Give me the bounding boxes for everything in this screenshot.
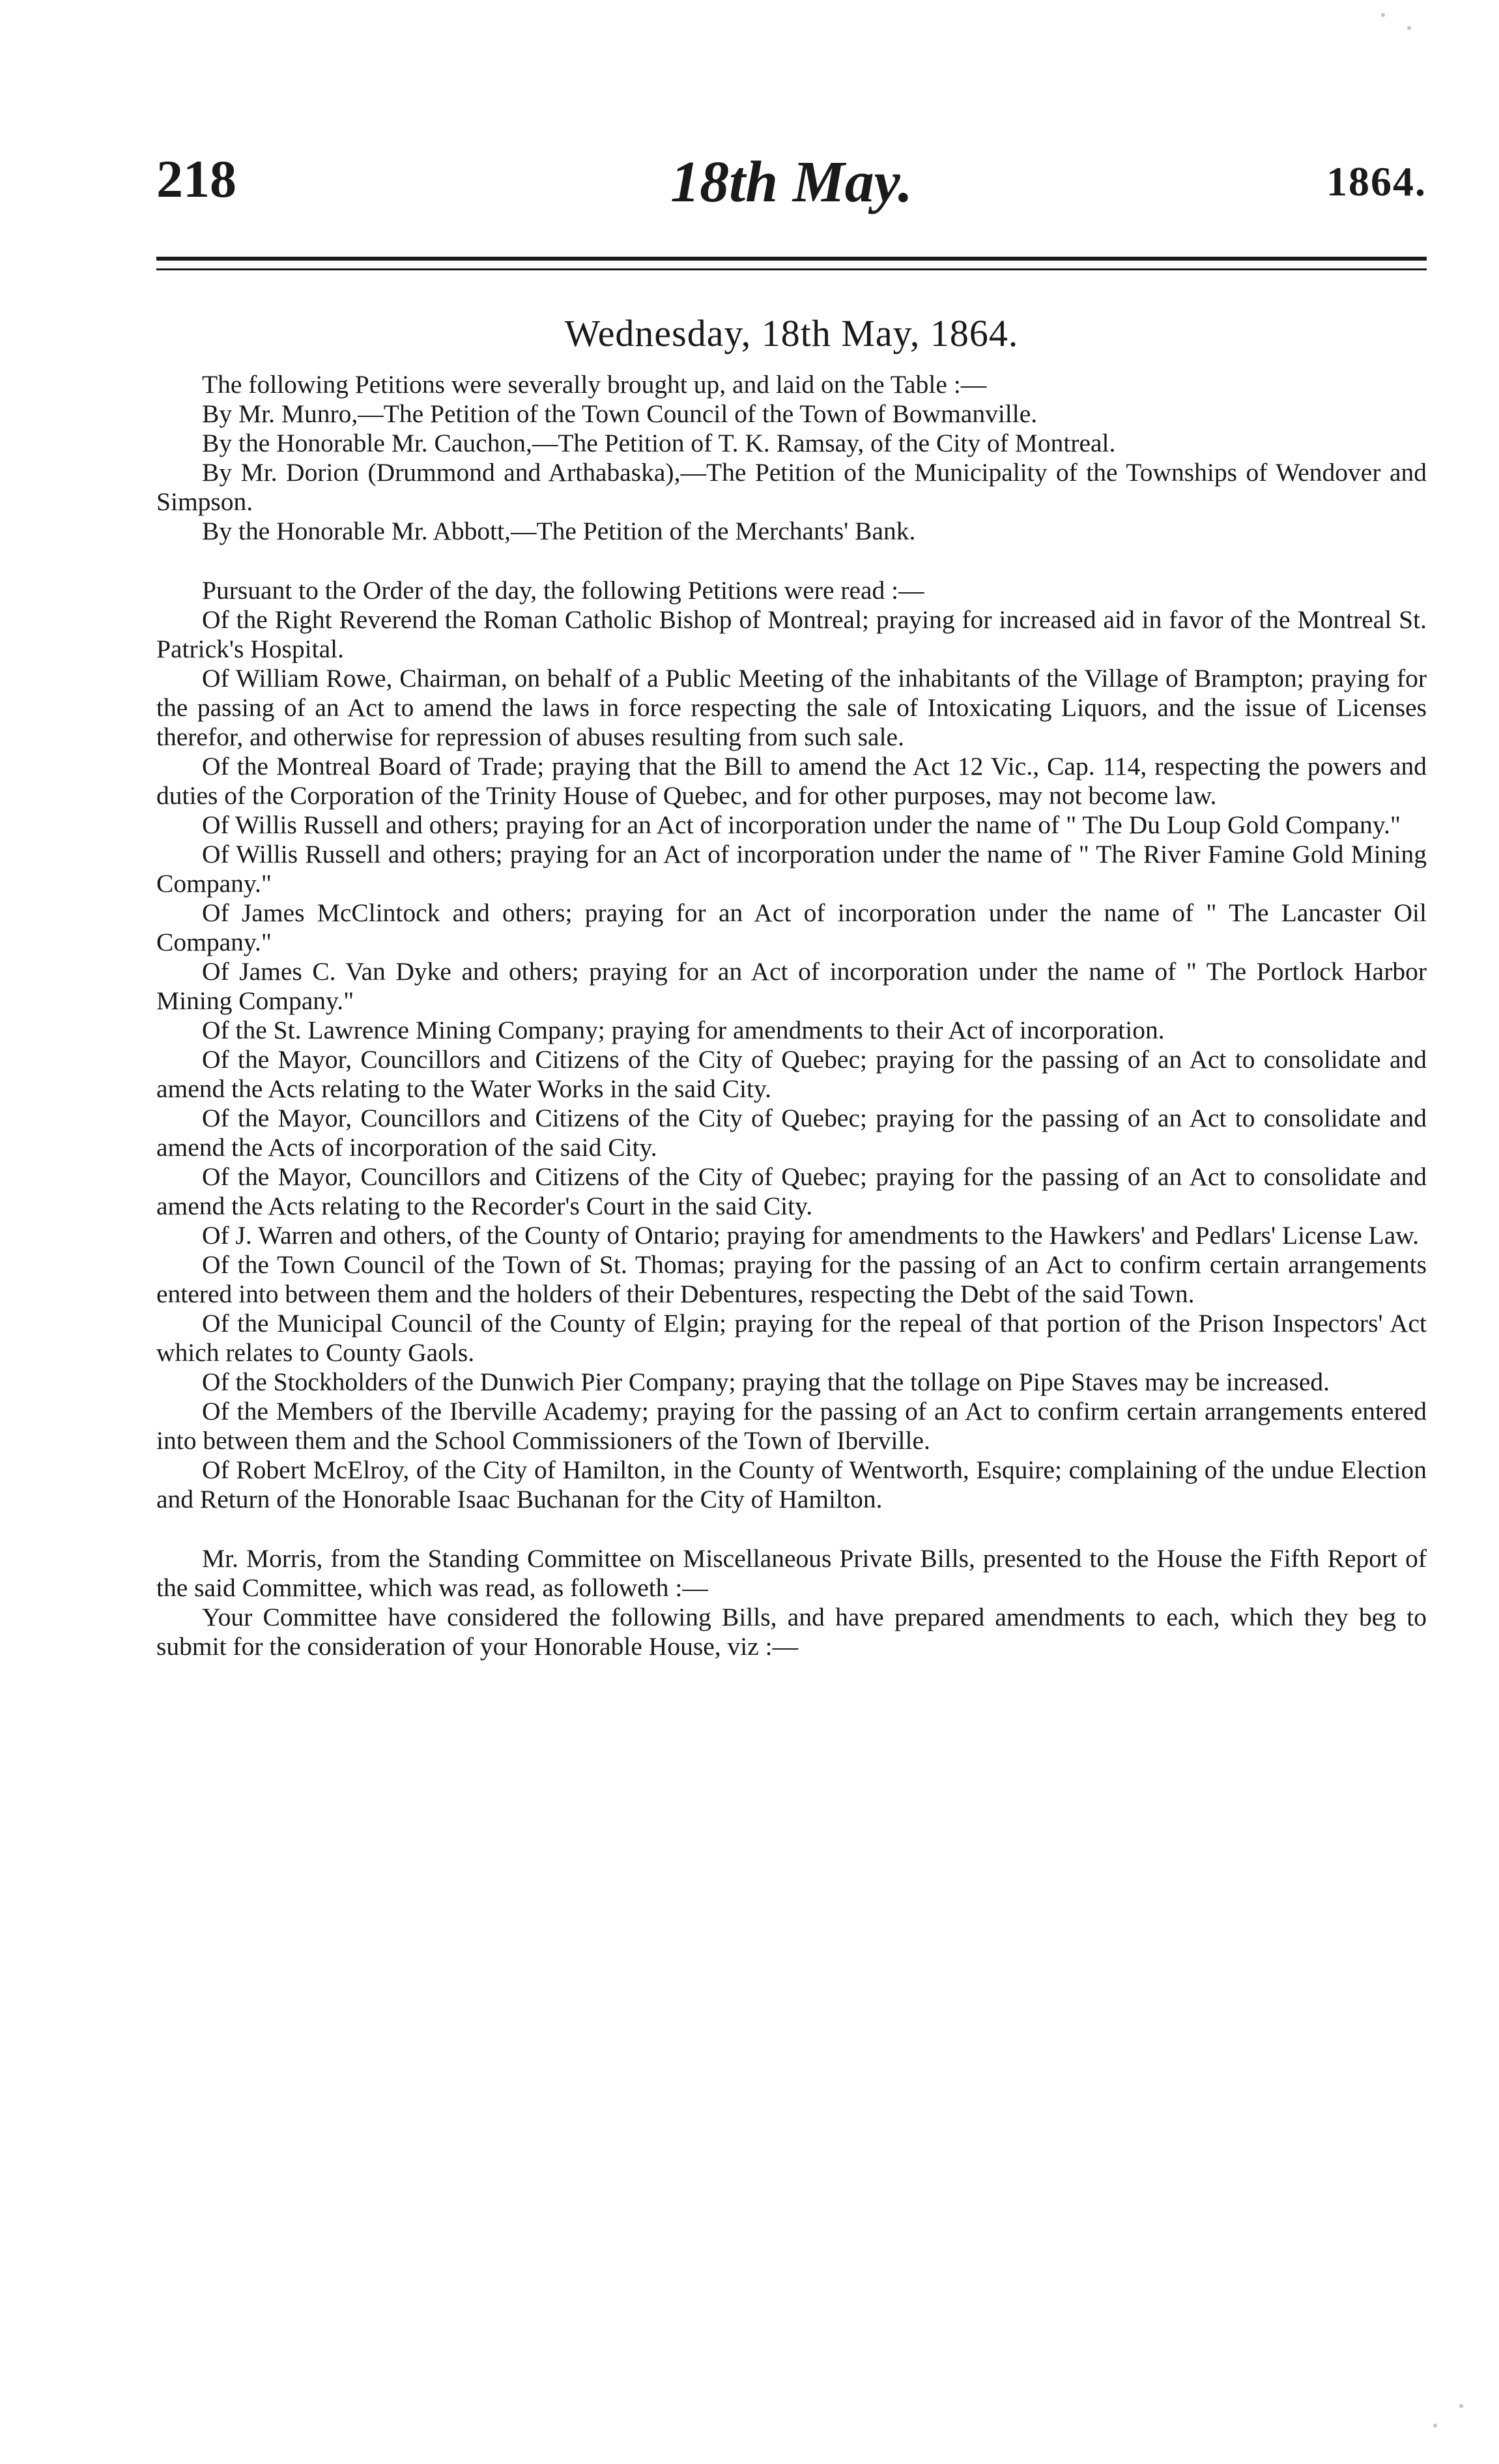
paragraph: Of James C. Van Dyke and others; praying for an Act of incorporation under the name of " The Portlock Harbor Mining Company." [156, 957, 1427, 1015]
paragraph: Of the Mayor, Councillors and Citizens of the City of Quebec; praying for the passing of an Act to consolidate and amend the Acts relating to the Water Works in the said City. [156, 1045, 1427, 1103]
paragraph: Mr. Morris, from the Standing Committee on Miscellaneous Private Bills, presented to the House the Fifth Report of the said Committee, which was read, as followeth :— [156, 1544, 1427, 1602]
paragraph: Of James McClintock and others; praying for an Act of incorporation under the name of " The Lancaster Oil Company." [156, 898, 1427, 956]
paragraph: Your Committee have considered the following Bills, and have prepared amendments to each, which they beg to submit for the consideration of your Honorable House, viz :— [156, 1603, 1427, 1661]
paragraph: Of the Mayor, Councillors and Citizens of the City of Quebec; praying for the passing of an Act to consolidate and amend the Acts of incorporation of the said City. [156, 1104, 1427, 1162]
section-heading: Wednesday, 18th May, 1864. [564, 312, 1019, 354]
paragraph: Of Willis Russell and others; praying for an Act of incorporation under the name of " The River Famine Gold Mining Company." [156, 840, 1427, 898]
scan-speck [1459, 2404, 1463, 2408]
paragraph: Of Robert McElroy, of the City of Hamilton, in the County of Wentworth, Esquire; complaining of the undue Election and Return of the Honorable Isaac Buchanan for the City of Hamilton. [156, 1455, 1427, 1513]
paragraph: Of the Montreal Board of Trade; praying that the Bill to amend the Act 12 Vic., Cap. 114, respecting the powers and duties of the Corporation of the Trinity House of Quebec, and for other purposes, may not become law. [156, 752, 1427, 810]
paragraph: Of the Right Reverend the Roman Catholic Bishop of Montreal; praying for increased aid in favor of the Montreal St. Patrick's Hospital. [156, 605, 1427, 663]
header-rule-thick [156, 257, 1427, 261]
paragraph: Of the Municipal Council of the County of Elgin; praying for the repeal of that portion of the Prison Inspectors' Act which relates to County Gaols. [156, 1309, 1427, 1367]
header-year: 1864. [1326, 158, 1427, 205]
paragraph: By Mr. Dorion (Drummond and Arthabaska),—The Petition of the Municipality of the Townships of Wendover and Simpson. [156, 458, 1427, 516]
paragraph: By the Honorable Mr. Cauchon,—The Petition of T. K. Ramsay, of the City of Montreal. [202, 429, 1116, 457]
paragraph: Of the Members of the Iberville Academy; praying for the passing of an Act to confirm certain arrangements entered into between them and the School Commissioners of the Town of Iberville. [156, 1397, 1427, 1455]
paragraph: Of J. Warren and others, of the County of Ontario; praying for amendments to the Hawkers' and Pedlars' License Law. [202, 1221, 1420, 1250]
page-number: 218 [156, 149, 236, 208]
paragraph: Of the Town Council of the Town of St. Thomas; praying for the passing of an Act to confirm certain arrangements entered into between them and the holders of their Debentures, respecting the Debt of the said Town. [156, 1250, 1427, 1308]
document-body [156, 370, 1427, 1661]
scan-speck [1381, 13, 1385, 17]
scan-speck [1407, 26, 1411, 30]
running-head [156, 149, 1427, 220]
paragraph: Pursuant to the Order of the day, the following Petitions were read :— [202, 576, 924, 605]
paragraph: The following Petitions were severally brought up, and laid on the Table :— [202, 370, 987, 399]
paragraph: Of William Rowe, Chairman, on behalf of a Public Meeting of the inhabitants of the Village of Brampton; praying for the passing of an Act to amend the laws in force respecting the sale of Intoxicating Liquors, and the issue of Licenses therefor, and otherwise for repression of abuses resulting from such sale. [156, 664, 1427, 751]
scan-speck [1433, 2424, 1437, 2428]
paragraph: Of the Mayor, Councillors and Citizens of the City of Quebec; praying for the passing of an Act to consolidate and amend the Acts relating to the Recorder's Court in the said City. [156, 1162, 1427, 1220]
paragraph: By Mr. Munro,—The Petition of the Town Council of the Town of Bowmanville. [202, 399, 1038, 428]
header-date: 18th May. [670, 150, 913, 214]
paragraph: Of Willis Russell and others; praying for an Act of incorporation under the name of " The Du Loup Gold Company." [202, 810, 1401, 839]
paragraph: By the Honorable Mr. Abbott,—The Petition of the Merchants' Bank. [202, 517, 916, 545]
paragraph: Of the St. Lawrence Mining Company; praying for amendments to their Act of incorporation. [202, 1016, 1165, 1044]
paragraph: Of the Stockholders of the Dunwich Pier Company; praying that the tollage on Pipe Staves may be increased. [202, 1368, 1330, 1396]
header-rule-thin [156, 268, 1427, 270]
